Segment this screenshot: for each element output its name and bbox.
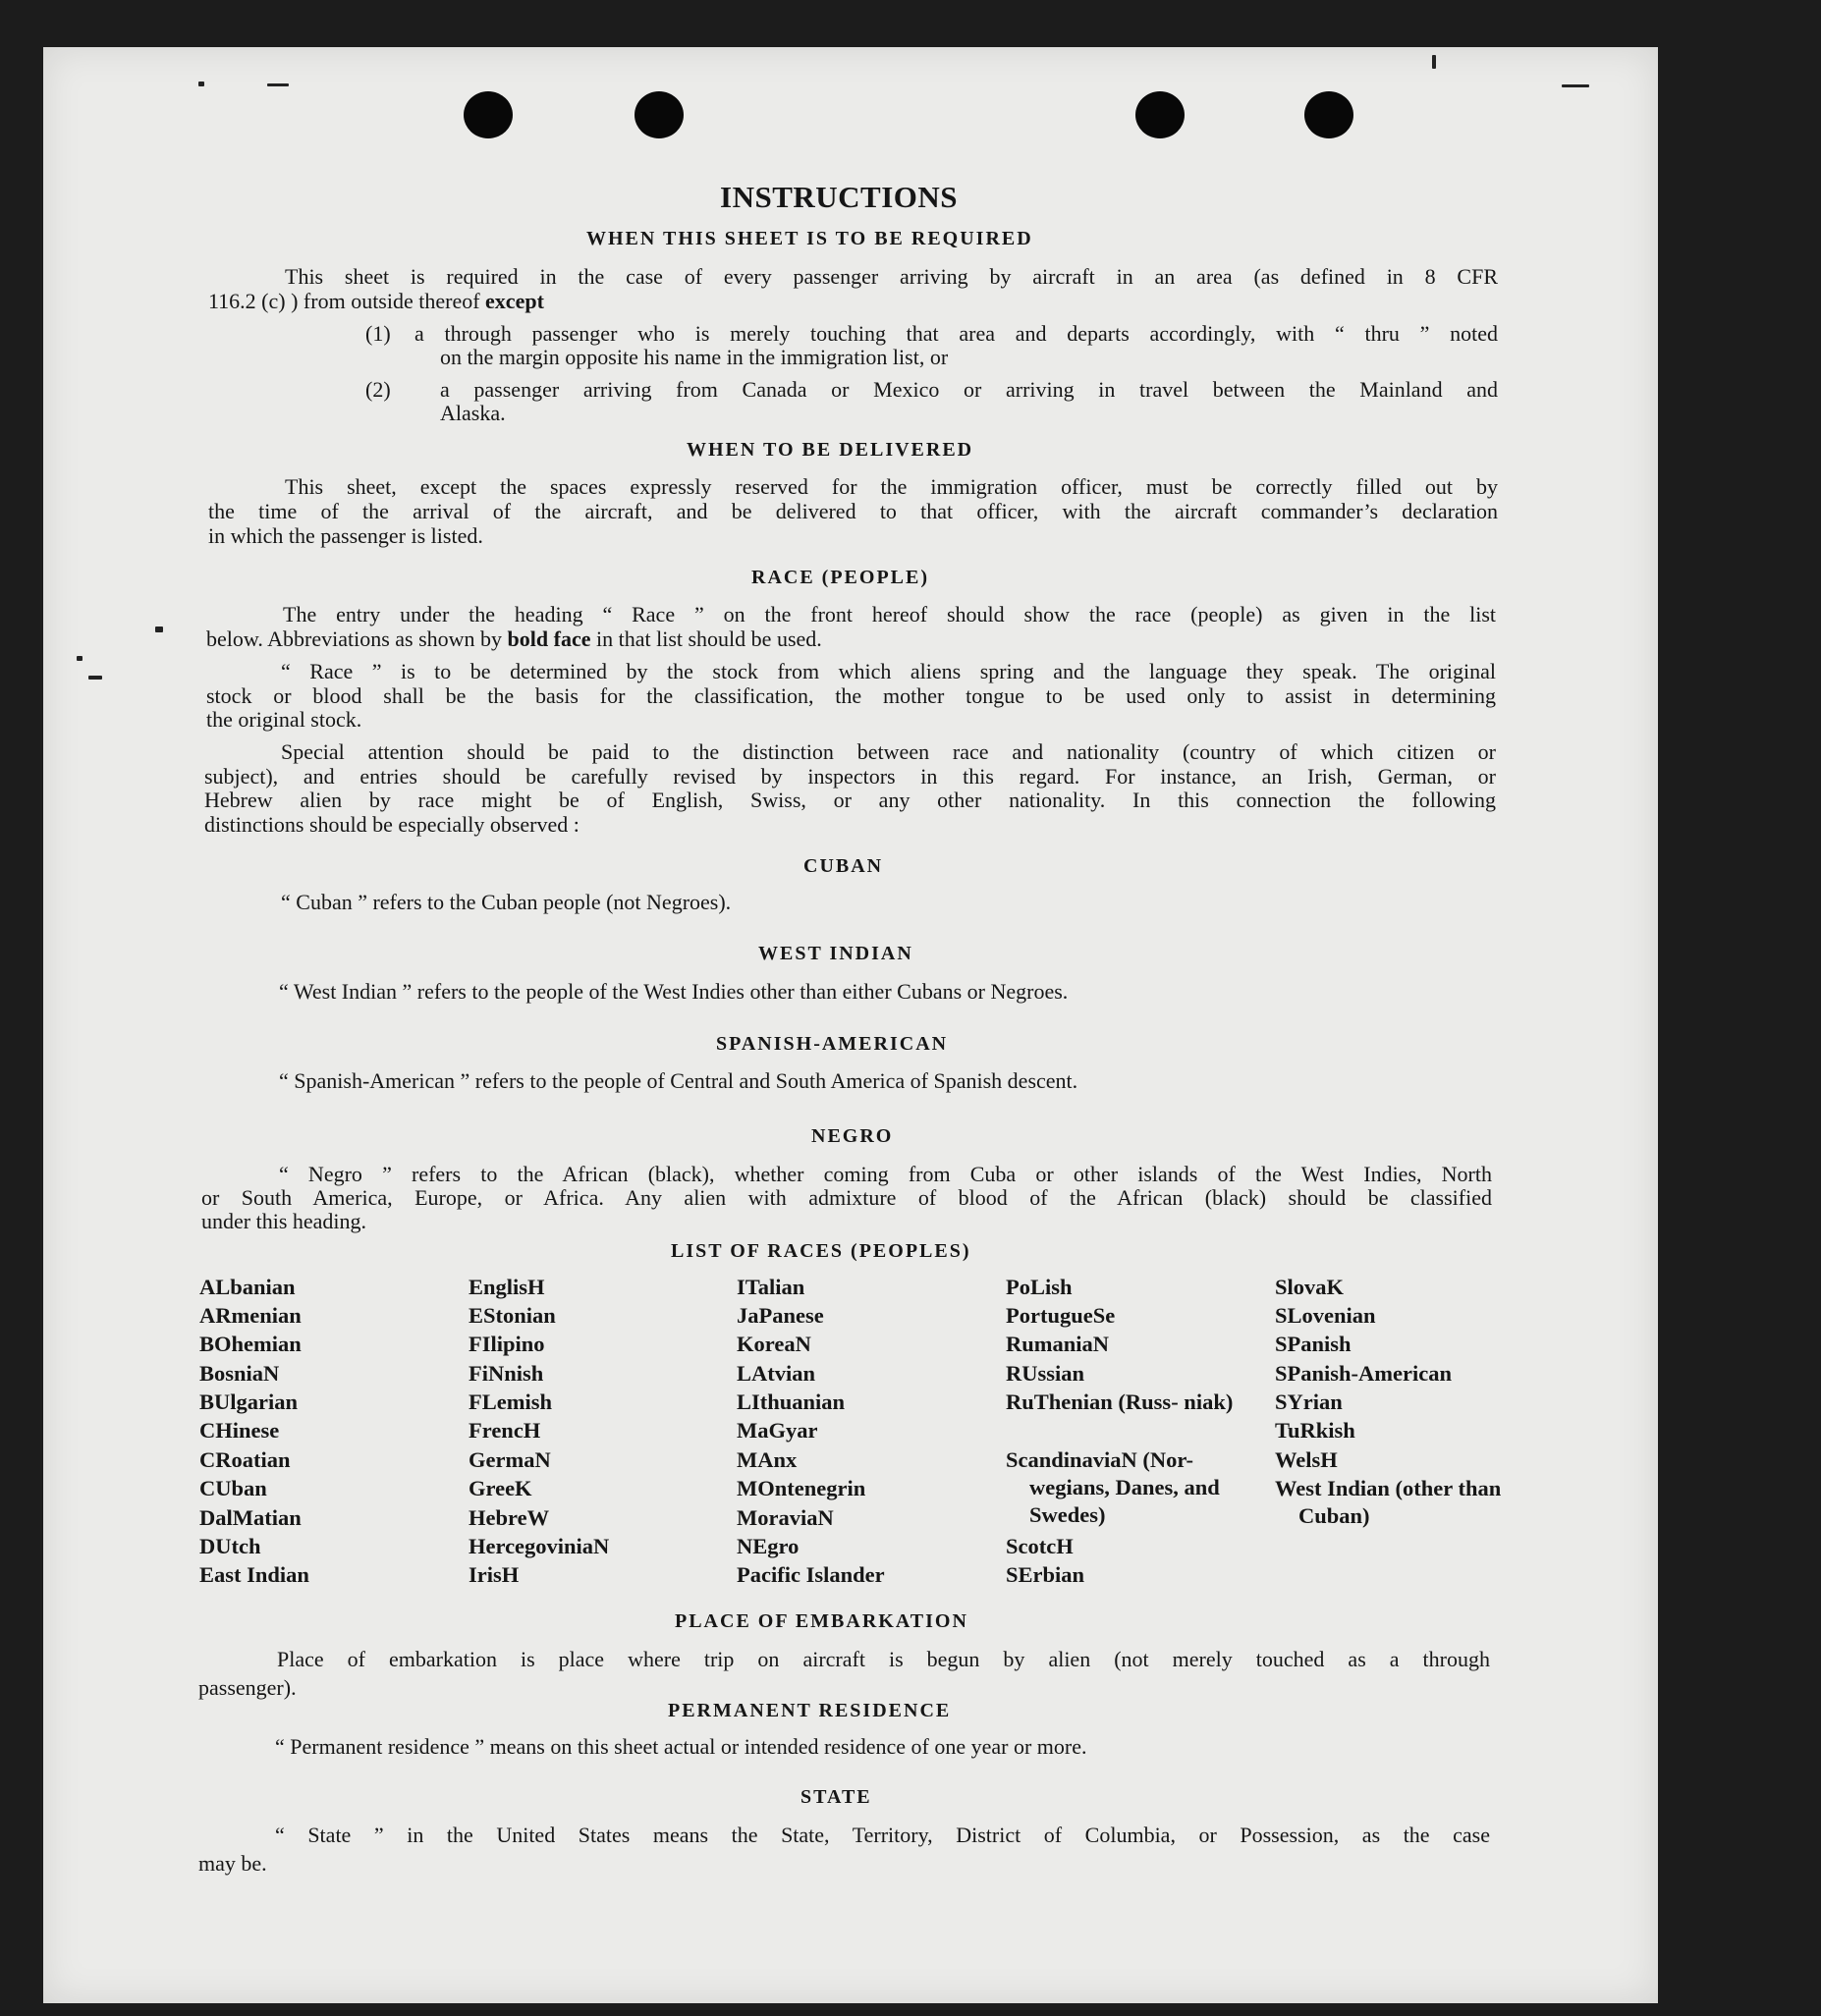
race-item: KoreaN bbox=[737, 1332, 811, 1356]
negro-line-3: under this heading. bbox=[201, 1209, 367, 1233]
race-item: FiNnish bbox=[469, 1361, 544, 1386]
race-item: BUlgarian bbox=[199, 1389, 299, 1414]
race-item: BosniaN bbox=[199, 1361, 280, 1386]
race-item: ITalian bbox=[737, 1275, 805, 1299]
race-item: LIthuanian bbox=[737, 1389, 846, 1414]
race-item: DUtch bbox=[199, 1534, 261, 1558]
race-item: RUssian bbox=[1006, 1361, 1085, 1386]
race-item: SPanish bbox=[1275, 1332, 1352, 1356]
race-item: SLovenian bbox=[1275, 1303, 1376, 1328]
negro-line-2: or South America, Europe, or Africa. Any alien with admixture of blood of the African (black) should be classified bbox=[201, 1185, 1492, 1210]
delivered-line-3: in which the passenger is listed. bbox=[208, 523, 483, 548]
race-p3-line-1: Special attention should be paid to the distinction between race and nationality (country of which citizen or bbox=[281, 739, 1496, 764]
residence-text: “ Permanent residence ” means on this sheet actual or intended residence of one year or more. bbox=[275, 1734, 1087, 1759]
race-item: SErbian bbox=[1006, 1562, 1085, 1587]
race-p1-line-1: The entry under the heading “ Race ” on the front hereof should show the race (people) as given in the list bbox=[283, 602, 1496, 627]
race-item: CUban bbox=[199, 1476, 267, 1500]
race-item: PoLish bbox=[1006, 1275, 1073, 1299]
race-item: SlovaK bbox=[1275, 1275, 1345, 1299]
item-2-line-2: Alaska. bbox=[440, 401, 506, 425]
state-line-2: may be. bbox=[198, 1851, 267, 1876]
race-item: RumaniaN bbox=[1006, 1332, 1110, 1356]
race-item: HercegoviniaN bbox=[469, 1534, 610, 1558]
section-heading-race: RACE (PEOPLE) bbox=[751, 567, 929, 588]
section-heading-embarkation: PLACE OF EMBARKATION bbox=[675, 1610, 968, 1632]
race-p1-line-2 bbox=[206, 627, 822, 651]
spanish-american-text: “ Spanish-American ” refers to the people of Central and South America of Spanish descent. bbox=[279, 1068, 1078, 1093]
race-item: CRoatian bbox=[199, 1447, 291, 1472]
delivered-line-1: This sheet, except the spaces expressly reserved for the immigration officer, must be correctly filled out by bbox=[285, 474, 1498, 499]
required-line-1: This sheet is required in the case of every passenger arriving by aircraft in an area (as defined in 8 CFR bbox=[285, 264, 1498, 289]
section-heading-list-of-races: LIST OF RACES (PEOPLES) bbox=[671, 1240, 971, 1262]
race-item: Pacific Islander bbox=[737, 1562, 885, 1587]
section-heading-delivered: WHEN TO BE DELIVERED bbox=[687, 439, 974, 461]
race-item: ALbanian bbox=[199, 1275, 296, 1299]
race-item: West Indian (other than Cuban) bbox=[1275, 1476, 1502, 1528]
race-item: East Indian bbox=[199, 1562, 309, 1587]
race-item: LAtvian bbox=[737, 1361, 816, 1386]
section-heading-residence: PERMANENT RESIDENCE bbox=[668, 1700, 952, 1721]
race-item: ARmenian bbox=[199, 1303, 302, 1328]
race-item: HebreW bbox=[469, 1505, 550, 1530]
required-line-2 bbox=[208, 290, 544, 313]
race-item: MOntenegrin bbox=[737, 1476, 866, 1500]
race-item: SPanish-American bbox=[1275, 1361, 1452, 1386]
race-item: RuThenian (Russ- niak) bbox=[1006, 1389, 1234, 1414]
race-item: MaGyar bbox=[737, 1418, 818, 1443]
race-item: EStonian bbox=[469, 1303, 556, 1328]
race-p2-line-2: stock or blood shall be the basis for the classification, the mother tongue to be used only to assist in determining bbox=[206, 683, 1496, 708]
race-item: EnglisH bbox=[469, 1275, 545, 1299]
race-item: IrisH bbox=[469, 1562, 520, 1587]
item-1-number: (1) bbox=[365, 321, 391, 346]
page-title: INSTRUCTIONS bbox=[720, 180, 959, 214]
race-item: FrencH bbox=[469, 1418, 541, 1443]
item-1-line-1: a through passenger who is merely touching that area and departs accordingly, with “ thru ” noted bbox=[414, 321, 1498, 346]
required-except: except bbox=[485, 289, 544, 313]
section-heading-spanish-american: SPANISH-AMERICAN bbox=[716, 1033, 949, 1055]
race-item: ScotcH bbox=[1006, 1534, 1074, 1558]
race-p3-line-3: Hebrew alien by race might be of English, Swiss, or any other nationality. In this connection the following bbox=[204, 788, 1496, 812]
race-item: WelsH bbox=[1275, 1447, 1338, 1472]
race-item: JaPanese bbox=[737, 1303, 824, 1328]
race-p3-line-2: subject), and entries should be carefully revised by inspectors in this regard. For instance, an Irish, German, or bbox=[204, 764, 1496, 789]
race-p3-line-4: distinctions should be especially observed : bbox=[204, 812, 579, 837]
item-2-number: (2) bbox=[365, 377, 391, 402]
race-item: FLemish bbox=[469, 1389, 553, 1414]
section-heading-negro: NEGRO bbox=[811, 1125, 894, 1147]
race-item: SYrian bbox=[1275, 1389, 1343, 1414]
embarkation-line-2: passenger). bbox=[198, 1675, 297, 1700]
west-indian-text: “ West Indian ” refers to the people of the West Indies other than either Cubans or Negroes. bbox=[279, 979, 1069, 1004]
race-item: CHinese bbox=[199, 1418, 280, 1443]
race-item: GreeK bbox=[469, 1476, 532, 1500]
section-heading-cuban: CUBAN bbox=[803, 855, 884, 877]
race-item: TuRkish bbox=[1275, 1418, 1355, 1443]
negro-line-1: “ Negro ” refers to the African (black), whether coming from Cuba or other islands of the West Indies, North bbox=[279, 1162, 1492, 1186]
embarkation-line-1: Place of embarkation is place where trip on aircraft is begun by alien (not merely touched as a through bbox=[277, 1647, 1490, 1671]
race-p2-line-1: “ Race ” is to be determined by the stock from which aliens spring and the language they speak. The original bbox=[281, 659, 1496, 683]
cuban-text: “ Cuban ” refers to the Cuban people (not Negroes). bbox=[281, 890, 732, 914]
race-item: ScandinaviaN (Nor- wegians, Danes, and Swedes) bbox=[1006, 1447, 1220, 1527]
section-heading-required: WHEN THIS SHEET IS TO BE REQUIRED bbox=[586, 228, 1033, 249]
item-2-line-1: a passenger arriving from Canada or Mexico or arriving in travel between the Mainland and bbox=[440, 377, 1498, 402]
race-item: DalMatian bbox=[199, 1505, 302, 1530]
item-1-line-2: on the margin opposite his name in the immigration list, or bbox=[440, 345, 949, 369]
race-bold-face: bold face bbox=[507, 627, 591, 651]
race-item: PortugueSe bbox=[1006, 1303, 1116, 1328]
race-item: BOhemian bbox=[199, 1332, 302, 1356]
delivered-line-2: the time of the arrival of the aircraft, and be delivered to that officer, with the aircraft commander’s declaration bbox=[208, 499, 1498, 523]
race-p1-line-2a: below. Abbreviations as shown by bbox=[206, 627, 508, 651]
section-heading-west-indian: WEST INDIAN bbox=[758, 943, 913, 964]
race-p2-line-3: the original stock. bbox=[206, 707, 362, 732]
race-p1-line-2b: in that list should be used. bbox=[590, 627, 822, 651]
section-heading-state: STATE bbox=[800, 1786, 872, 1808]
race-item: GermaN bbox=[469, 1447, 551, 1472]
state-line-1: “ State ” in the United States means the State, Territory, District of Columbia, or Possession, as the case bbox=[275, 1823, 1490, 1847]
race-item: MAnx bbox=[737, 1447, 798, 1472]
race-item: MoraviaN bbox=[737, 1505, 834, 1530]
race-item: NEgro bbox=[737, 1534, 800, 1558]
race-item: FIlipino bbox=[469, 1332, 545, 1356]
required-line-2-text: 116.2 (c) ) from outside thereof bbox=[208, 289, 486, 313]
